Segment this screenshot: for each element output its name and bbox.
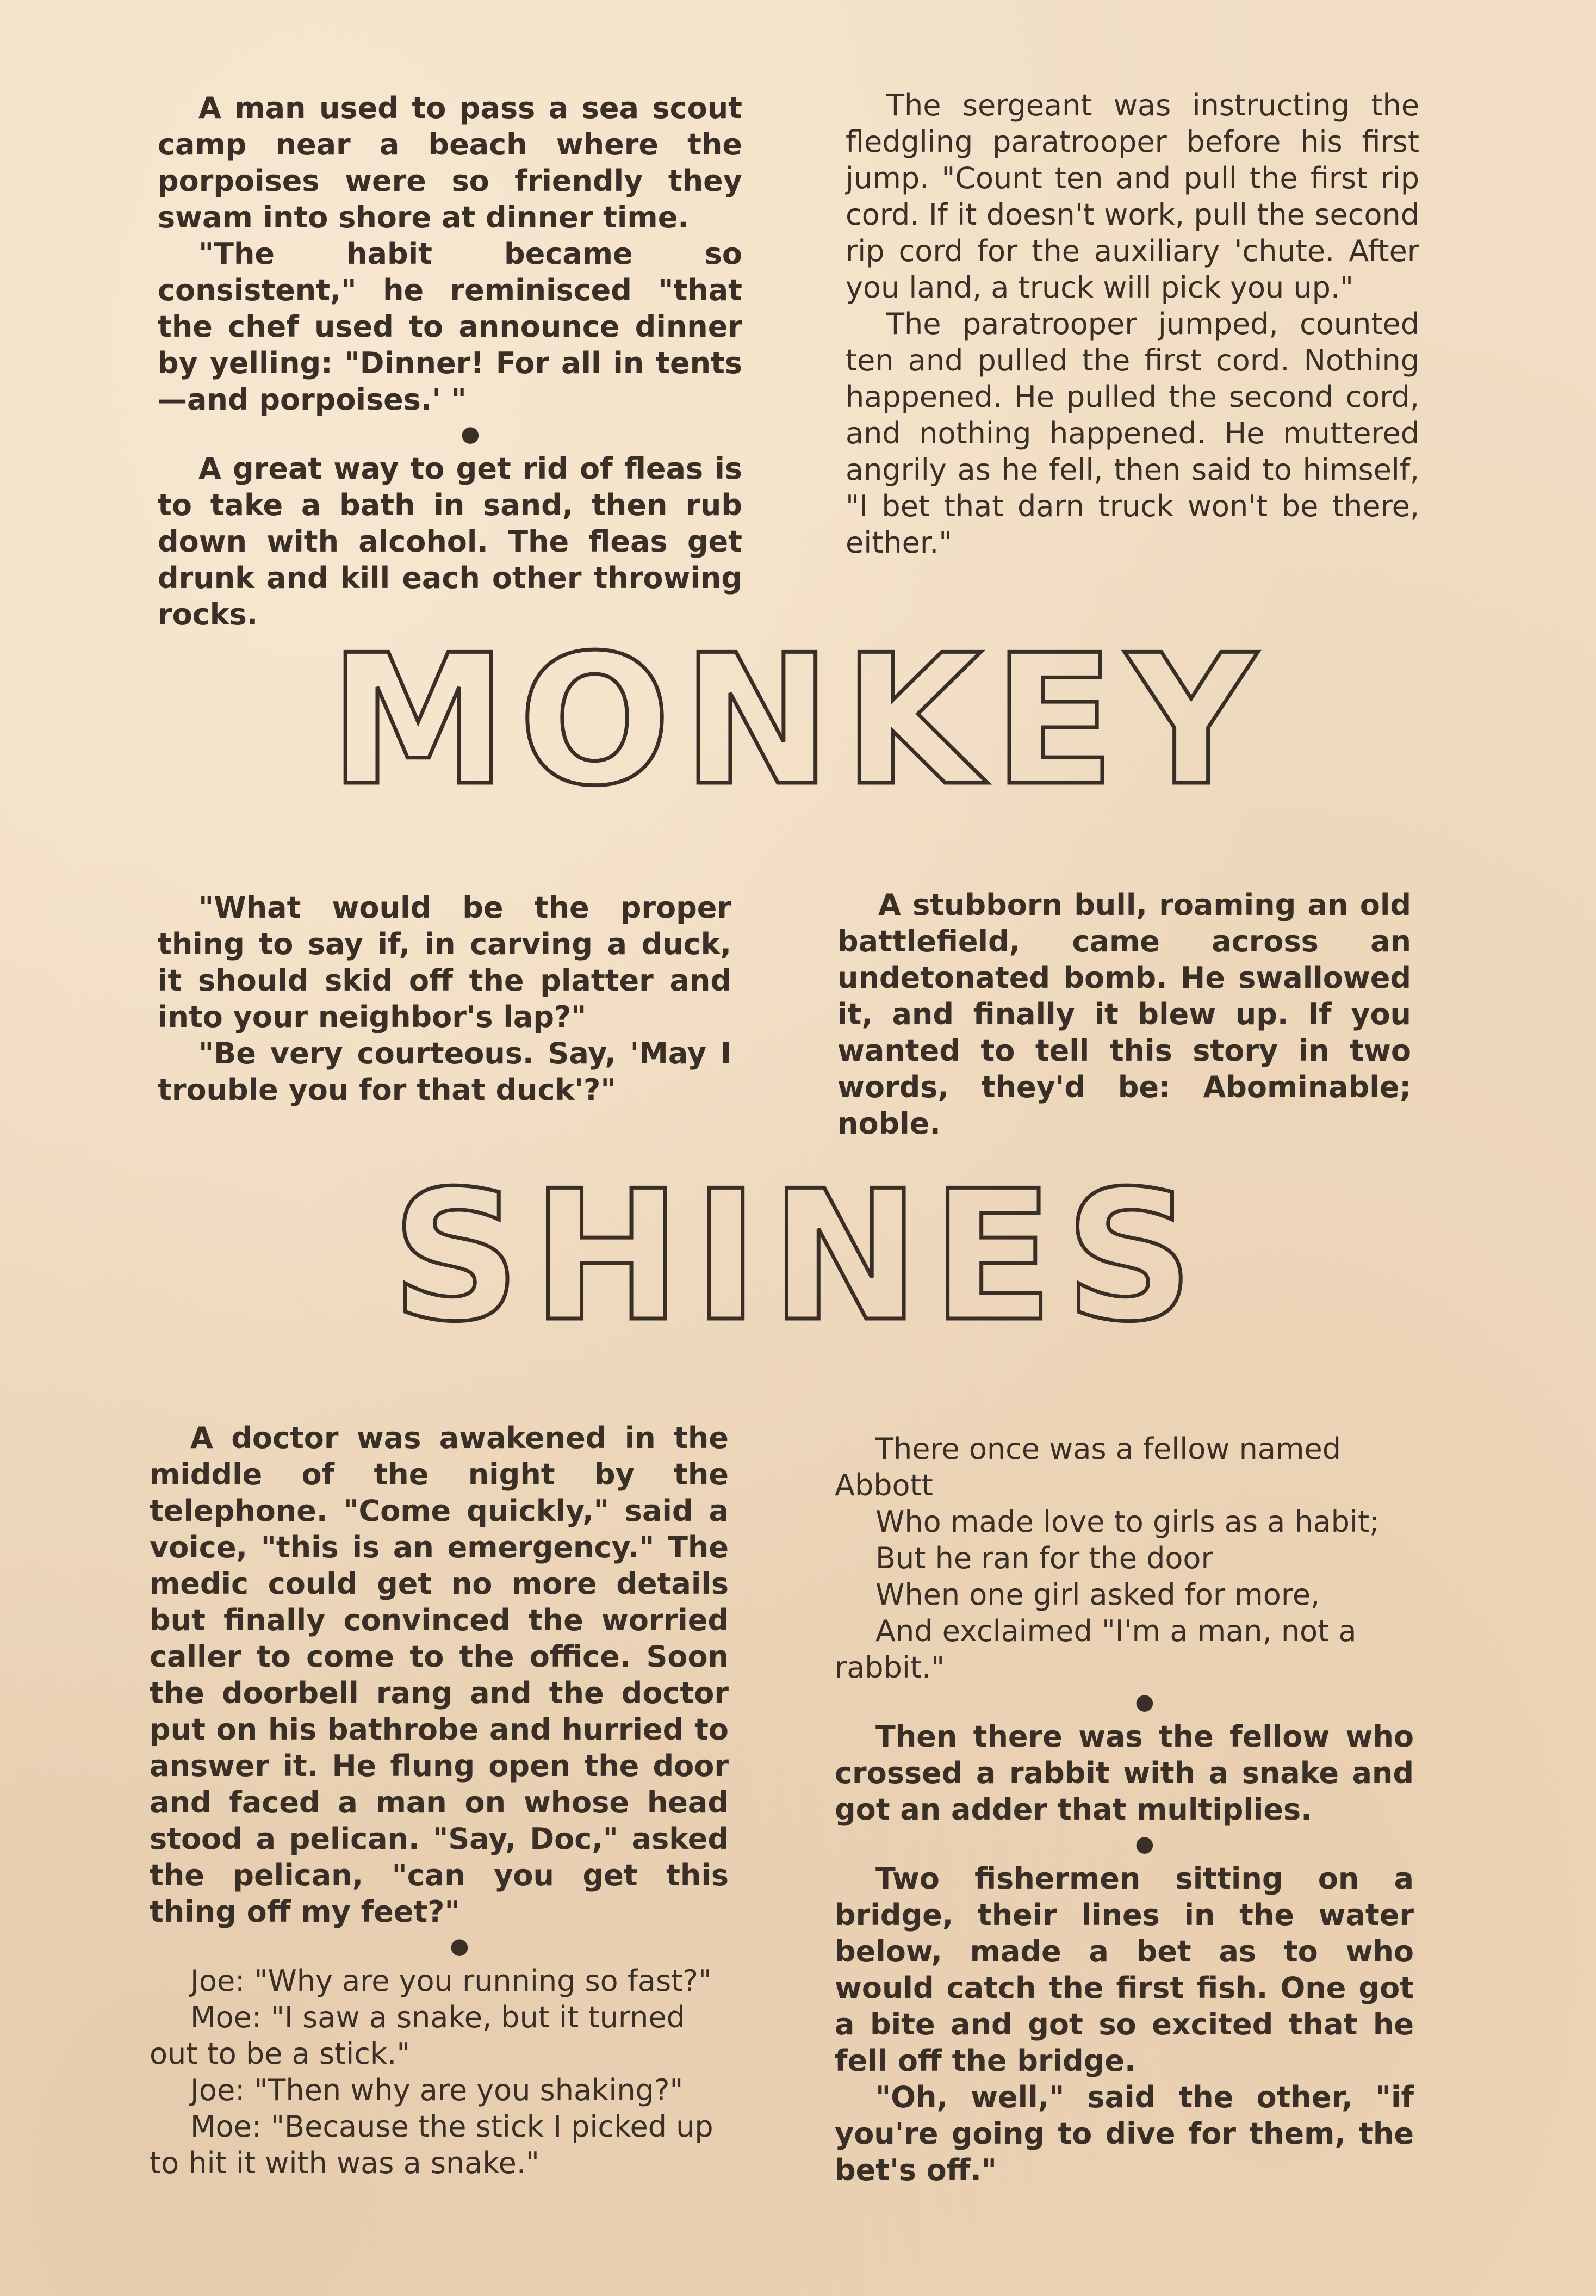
joke-column-bottom-right [835,1431,1414,2188]
dialog-line: Moe: "Because the stick I picked up to hit it with was a snake." [150,2109,713,2180]
separator-dot: ● [461,422,480,447]
page-title-monkey: MONKEY [328,616,1268,825]
joke-fishermen-setup: Two fishermen sitting on a bridge, their lines in the water below, made a bet as to who would catch the first fish. One got a bite and got so excited that he fell off the bridge. [835,1861,1414,2078]
joke-column-bottom-left [150,1420,729,2181]
joke-duck-answer: "Be very courteous. Say, 'May I trouble you for that duck'?" [158,1036,731,1107]
dialog-line: Joe: "Then why are you shaking?" [190,2073,684,2107]
joke-column-top-left [158,90,742,633]
limerick-line: Who made love to girls as a habit; [875,1505,1380,1539]
joke-paratrooper-setup: The sergeant was instructing the fledgling paratrooper before his first jump. "Count ten and pull the first rip cord. If it doesn't work, pull the second rip cord for the auxiliary 'chute. After you land, a truck will pick you up." [846,88,1419,305]
joke-column-middle-left [158,889,731,1108]
joke-porpoises-punchline: "The habit became so consistent," he reminisced "that the chef used to announce dinner by yelling: "Dinner! For all in tents—and porpoises.' " [158,237,742,417]
dialog-line: Moe: "I saw a snake, but it turned out to be a stick." [150,2000,685,2071]
separator-dot: ● [1135,1689,1154,1715]
joke-paratrooper-punchline: The paratrooper jumped, counted ten and pulled the first cord. Nothing happened. He pulled the second cord, and nothing happened. He muttered angrily as he fell, then said to himself, "I bet that darn truck won't be there, either." [846,307,1419,560]
limerick-line: There once was a fellow named Abbott [835,1432,1342,1502]
joke-pelican-text: A doctor was awakened in the middle of the night by the telephone. "Come quickly," said a voice, "this is an emergency." The medic could get no more details but finally convinced the worried caller to come to the office. Soon the doorbell rang and the doctor put on his bathrobe and hurried to answer it. He flung open the door and faced a man on whose head stood a pelican. "Say, Doc," asked the pelican, "can you get this thing off my feet?" [150,1421,729,1929]
dialog-line: Joe: "Why are you running so fast?" [190,1964,712,1998]
joke-porpoises-text: A man used to pass a sea scout camp near a beach where the porpoises were so friendly they swam into shore at dinner time. [158,91,742,234]
joke-bull-text: A stubborn bull, roaming an old battlefield, came across an undetonated bomb. He swallowed it, and finally it blew up. If you wanted to tell this story in two words, they'd be: Abominable; noble. [837,888,1411,1141]
joke-fleas-text: A great way to get rid of fleas is to take a bath in sand, then rub down with alcohol. The fleas get drunk and kill each other throwing rocks. [158,451,742,632]
joke-duck-question: "What would be the proper thing to say if, in carving a duck, it should skid off the platter and into your neighbor's lap?" [158,890,731,1034]
joke-adder-text: Then there was the fellow who crossed a rabbit with a snake and got an adder that multiplies. [835,1719,1414,1827]
limerick-line: When one girl asked for more, [875,1577,1320,1612]
joke-column-middle-right [837,887,1411,1142]
separator-dot: ● [450,1934,469,1959]
separator-dot: ● [1135,1831,1154,1856]
limerick-line: And exclaimed "I'm a man, not a rabbit." [835,1614,1357,1685]
joke-column-top-right [846,87,1419,561]
joke-fishermen-punchline: "Oh, well," said the other, "if you're going to dive for them, the bet's off." [835,2080,1414,2187]
limerick-line: But he ran for the door [875,1541,1213,1575]
page-title-shines: SHINES [391,1152,1205,1361]
